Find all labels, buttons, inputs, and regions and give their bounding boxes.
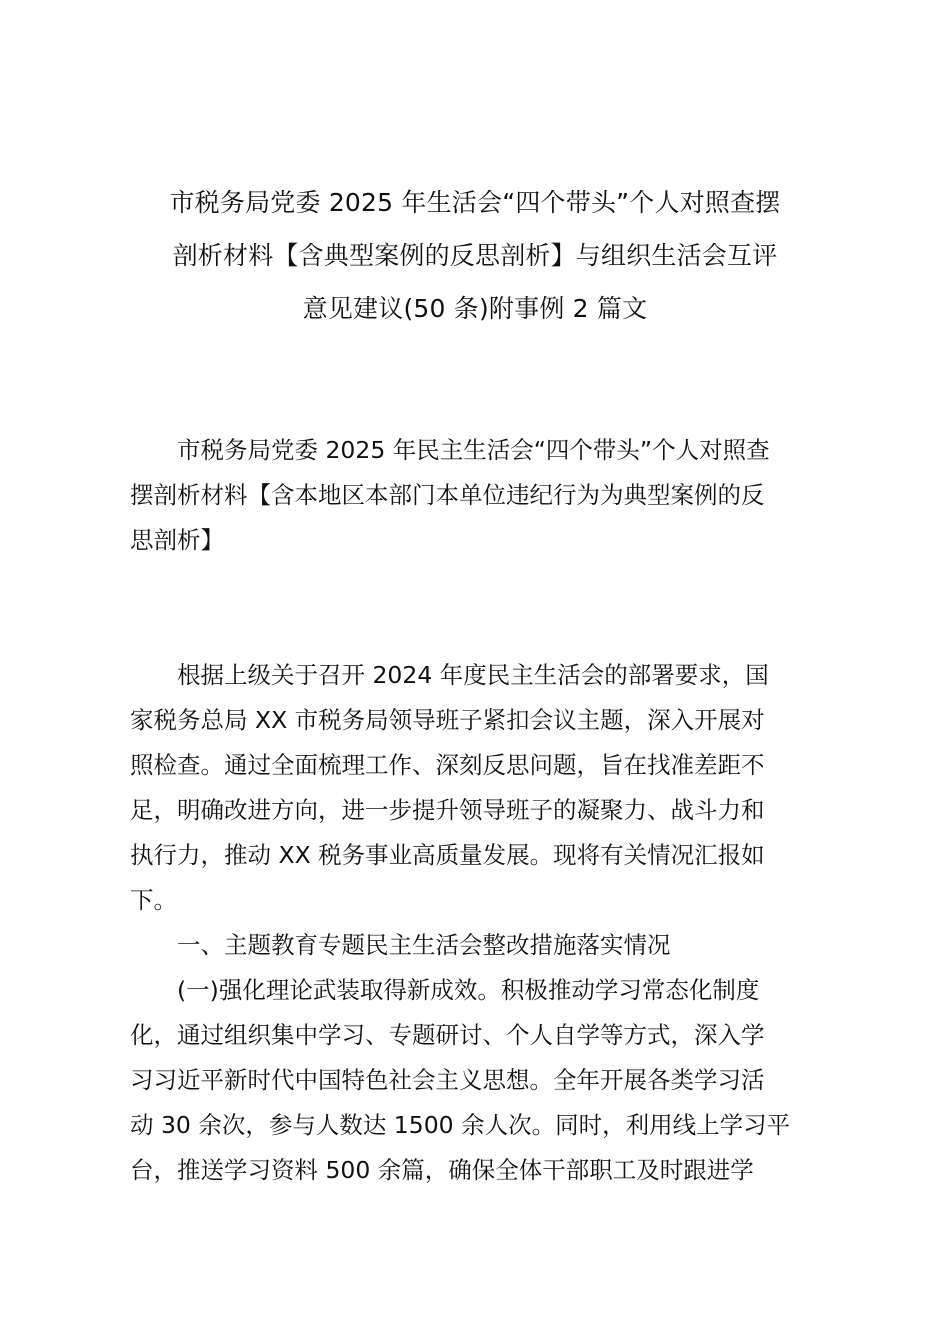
title-line: 市税务局党委 2025 年生活会“四个带头”个人对照查摆 [169, 188, 781, 217]
text-line: 一、主题教育专题民主生活会整改措施落实情况 [177, 931, 671, 959]
intro-paragraph [130, 653, 830, 923]
document-title [120, 176, 830, 335]
text-line: 思剖析】 [130, 526, 224, 554]
text-line: 摆剖析材料【含本地区本部门本单位违纪行为为典型案例的反 [130, 481, 765, 509]
text-line: 台，推送学习资料 500 余篇，确保全体干部职工及时跟进学 [130, 1156, 754, 1184]
text-line: 足，明确改进方向，进一步提升领导班子的凝聚力、战斗力和 [130, 796, 765, 824]
title-line: 剖析材料【含典型案例的反思剖析】与组织生活会互评 [172, 241, 778, 270]
document-body [130, 428, 830, 1193]
text-line: 市税务局党委 2025 年民主生活会“四个带头”个人对照查 [177, 436, 770, 464]
text-line: 家税务总局 XX 市税务局领导班子紧扣会议主题，深入开展对 [130, 706, 765, 734]
text-line: 下。 [130, 886, 177, 914]
text-line: 照检查。通过全面梳理工作、深刻反思问题，旨在找准差距不 [130, 751, 765, 779]
text-line: 根据上级关于召开 2024 年度民主生活会的部署要求，国 [177, 661, 769, 689]
subtitle-paragraph [130, 428, 830, 563]
text-line: (一)强化理论武装取得新成效。积极推动学习常态化制度 [177, 976, 760, 1004]
text-line: 动 30 余次，参与人数达 1500 余人次。同时，利用线上学习平 [130, 1111, 791, 1139]
text-line: 习习近平新时代中国特色社会主义思想。全年开展各类学习活 [130, 1066, 765, 1094]
title-line: 意见建议(50 条)附事例 2 篇文 [302, 294, 648, 323]
text-line: 化，通过组织集中学习、专题研讨、个人自学等方式，深入学 [130, 1021, 765, 1049]
text-line: 执行力，推动 XX 税务事业高质量发展。现将有关情况汇报如 [130, 841, 765, 869]
section-heading [130, 923, 830, 968]
paragraph-gap [130, 563, 830, 653]
subsection-paragraph [130, 968, 830, 1193]
